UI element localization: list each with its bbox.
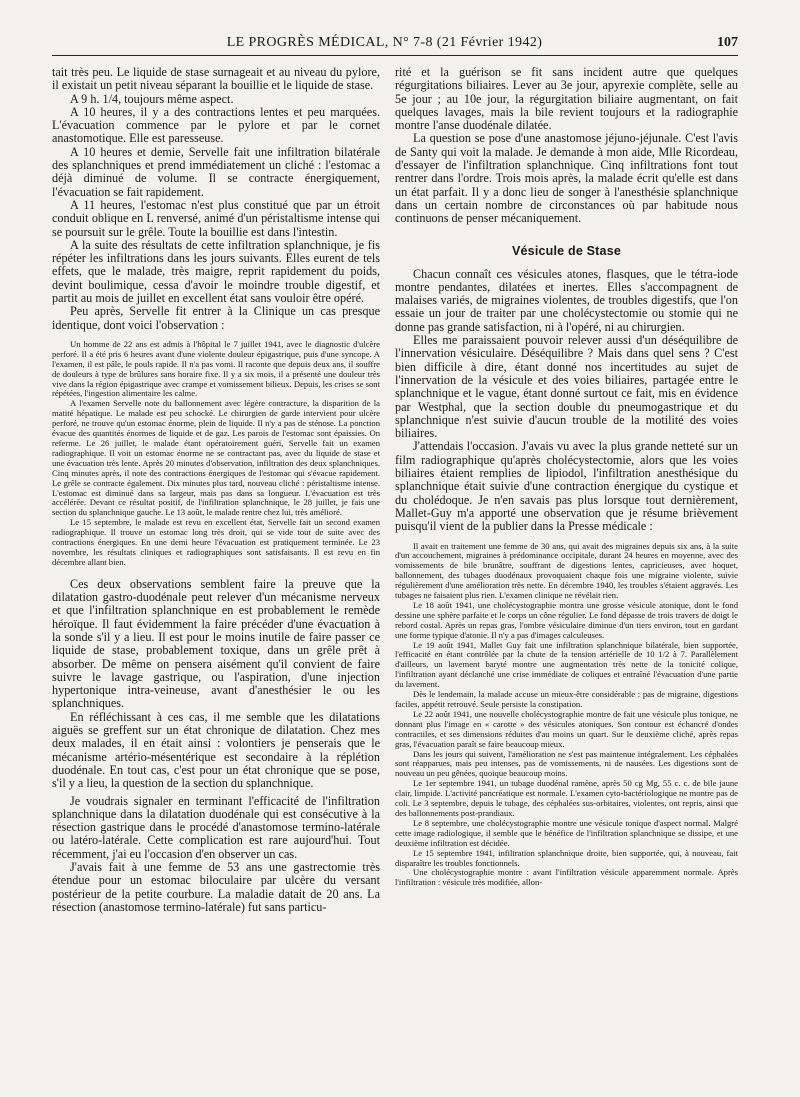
observation-paragraph: Le 1er septembre 1941, un tubage duodénal ramène, après 50 cg Mg, 55 c. c. de bile jaune clair, limpide. L'activité pancréatique est normale. L'examen cyto-bactériologique ne montre pas de coli. Le 3 septembre, depuis le tubage, des céphalées sus-orbitaires, violentes, ont repris, ainsi que des ballonnements post-prandiaux. xyxy=(395,778,738,818)
paragraph: J'avais fait à une femme de 53 ans une gastrectomie très étendue pour un estomac biloculaire par ulcère du versant postérieur de la petite courbure. La maladie datait de 20 ans. La résection (anastomose termino-latérale) fut sans particu- xyxy=(52,860,380,914)
paragraph: Je voudrais signaler en terminant l'efficacité de l'infiltration splanchnique dans la dilatation duodénale qui est consécutive à la résection gastrique dans le procédé d'anastomose termino-latérale ou latéro-latérale. Cette complication est rare aujourd'hui. Tout récemment, j'ai eu l'occasion d'en observer un cas. xyxy=(52,793,380,861)
observation-paragraph: Le 15 septembre, le malade est revu en excellent état, Servelle fait un second examen radiographique. Il trouve un estomac long très droit, qui se vide tout de suite avec des contractions énergiques. En une demi heure l'évacuation est pratiquement terminée. Le 23 novembre, les résultats cliniques et radiographiques sont satisfaisants. Il est revu en fin décembre allant bien. xyxy=(52,517,380,567)
paragraph: tait très peu. Le liquide de stase surnageait et au niveau du pylore, il existait un petit niveau séparant la bouillie et le liquide de stase. xyxy=(52,65,380,93)
observation-paragraph: Dans les jours qui suivent, l'amélioration ne s'est pas maintenue intégralement. Les céphalées sont réapparues, mais peu intenses, pas de vomissements, ni de nausées. Les digestions sont de nouveau un peu gênées, quoique beaucoup moins. xyxy=(395,748,738,779)
paragraph: La question se pose d'une anastomose jéjuno-jéjunale. C'est l'avis de Santy qui voit la malade. Je demande à mon aide, Mlle Ricordeau, d'essayer de l'infiltration splanchnique. Cinq infiltrations font tout rentrer dans l'ordre. Trois mois après, la malade écrit qu'elle est dans un état parfait. Il y a donc lieu de songer à l'anesthésie splanchnique dans un certain nombre de circonstances où par habitude nous continuons de penser mécaniquement. xyxy=(395,131,738,226)
paragraph: Chacun connaît ces vésicules atones, flasques, que le tétra-iode montre pendantes, dilatées et inertes. Elles s'accompagnent de malaises variés, de migraines violentes, de troubles digestifs, que l'on essaie un jour de traiter par une cholécystectomie ou stomie qui ne donne pas grande satisfaction, ni à l'opéré, ni au chirurgien. xyxy=(395,266,738,334)
left-column xyxy=(52,66,380,914)
observation-paragraph: Un homme de 22 ans est admis à l'hôpital le 7 juillet 1941, avec le diagnostic d'ulcère perforé. Il a été pris 6 heures avant d'une violente douleur épigastrique, puis d'une syncope. A l'examen, il est pâle, le pouls rapide. Il n'a pas vomi. Il raconte que depuis deux ans, il souffre de douleurs à type de brûlures sans horaire fixe. Il y a six mois, il a présenté une douleur très vive dans la région épigastrique avec crampe et vomissement bilieux. Depuis, les crises se sont répétées, l'ingestion alimentaire les calme. xyxy=(52,338,380,399)
observation-paragraph: Il avait en traitement une femme de 30 ans, qui avait des migraines depuis six ans, à la suite d'un accouchement, migraines à prédominance occipitale, durant 24 heures en moyenne, avec des vomissements de bile brunâtre, souffrant de digestions lentes, capricieuses, avec hoquet, ballonnement, des tubages duodénaux provoquaient chaque fois une migraine violente, suivie régulièrement d'une amélioration très nette. En décembre 1940, les troubles s'étaient aggravés. Les tubages ne faisaient plus rien. L'examen clinique ne révélait rien. xyxy=(395,540,738,601)
paragraph: En réfléchissant à ces cas, il me semble que les dilatations aiguës se greffent sur un état chronique de dilatation. Chez mes deux malades, il en était ainsi : volontiers je penserais que le mécanisme artério-mésentérique est secondaire à la réplétion duodénale. En tout cas, c'est pour un état chronique que se pose, s'il y a lieu, la question de la section du splanchnique. xyxy=(52,709,380,791)
observation-paragraph: A l'examen Servelle note du ballonnement avec légère contracture, la disparition de la matité hépatique. Le malade est peu schocké. Le chirurgien de garde intervient pour ulcère perforé, ne trouve qu'un estomac énorme, plein de liquide. Il n'y a pas de sténose. La ponction évacue des quantités énormes de liquide et de gaz. Les parois de l'estomac sont épaissies. On referme. Le 26 juillet, le malade étant opératoirement guéri, Servelle fait un examen radiographique. Il voit un estomac énorme ne se contractant pas, avec du liquide de stase et une évacuation très lente. Après 20 minutes d'observation, infiltration des deux splanchniques. Cinq minutes après, il note des contractions énergiques de l'estomac qui s'évacue rapidement. Le grêle se contracte également. Dix minutes plus tard, nouveau cliché : péristaltisme intense. L'estomac est diminué dans sa largeur, mais pas dans sa longueur. L'évacuation est très accélérée. Devant ce résultat positif, de l'infiltration splanchnique, le 28 juillet, je fais une section du splanchnique gauche. Le 13 août, le malade rentre chez lui, très amélioré. xyxy=(52,398,380,518)
paragraph: Peu après, Servelle fit entrer à la Clinique un cas presque identique, dont voici l'observation : xyxy=(52,304,380,332)
observation-paragraph: Le 18 août 1941, une cholécystographie montra une grosse vésicule atonique, dont le fond dessine une sphère parfaite et le corps un cône régulier. Le fond dépasse de trois travers de doigt le rebord costal. Après un repas gras, l'ombre vésiculaire diminue d'un tiers environ, tout en gardant une forme typique d'atonie. Il n'y a pas d'images calculeuses. xyxy=(395,599,738,640)
observation-paragraph: Dès le lendemain, la malade accuse un mieux-être considérable : pas de migraine, digestions faciles, appétit retrouvé. Seule persiste la constipation. xyxy=(395,689,738,709)
paragraph: A la suite des résultats de cette infiltration splanchnique, je fis répéter les infiltrations dans les jours suivants. Elles eurent de tels effets, que le malade, très maigre, reprit rapidement du poids, devint boulimique, cessa d'avoir le moindre trouble digestif, et partit au mois de juillet en excellent état sans vouloir être opéré. xyxy=(52,237,380,306)
journal-title: LE PROGRÈS MÉDICAL, N° 7-8 (21 Février 1942) xyxy=(226,35,543,50)
page-header xyxy=(52,28,738,56)
paragraph: J'attendais l'occasion. J'avais vu avec la plus grande netteté sur un film radiographique qu'après cholécystectomie, alors que les voies biliaires étaient remplies de lipiodol, l'infiltration anesthésique du splanchnique était suivie d'une contraction énergique du cystique et du cholédoque. Je n'en savais pas plus lorsque tout dernièrement, Mallet-Guy m'a apporté une observation que je résume brièvement puisqu'il vient de la publier dans la Presse médicale : xyxy=(395,439,738,534)
observation-paragraph: Le 22 août 1941, une nouvelle cholécystographie montre de fait une vésicule plus tonique, ne donnant plus l'image en « carotte » des vésicules atoniques. Son contour est échancré d'ondes contractiles, et ses dimensions réduites d'au moins un quart. Sur le deuxième cliché, après repas gras, l'évacuation paraît se faire beaucoup mieux. xyxy=(395,708,738,749)
page-number: 107 xyxy=(717,35,738,50)
paragraph: A 10 heures, il y a des contractions lentes et peu marquées. L'évacuation commence par le pylore et par le cornet anastomotique. Elle est paresseuse. xyxy=(52,104,380,146)
paragraph: A 10 heures et demie, Servelle fait une infiltration bilatérale des splanchniques et prend immédiatement un cliché : l'estomac a déjà diminué de volume. Il se contracte énergiquement, l'évacuation se fait rapidement. xyxy=(52,144,380,199)
paragraph: A 11 heures, l'estomac n'est plus constitué que par un étroit conduit oblique en L renversé, animé d'un péristaltisme intense qui se poursuit sur le grêle. Toute la bouillie est dans l'intestin. xyxy=(52,197,380,239)
observation-paragraph: Le 19 août 1941, Mallet Guy fait une infiltration splanchnique bilatérale, bien supportée, l'efficacité en étant contrôlée par la chute de la tension artérielle de 10 1/2 à 7. Parallèlement d'ailleurs, un lavement baryté montre une augmentation très nette de la tonicité colique, l'infiltration ayant déclanché une crise immédiate de coliques et entraîné l'évacuation d'une partie du lavement. xyxy=(395,639,738,690)
observation-paragraph: Une cholécystographie montre : avant l'infiltration vésicule apparemment normale. Après l'infiltration : vésicule très modifiée, allon- xyxy=(395,867,738,888)
paragraph: Ces deux observations semblent faire la preuve que la dilatation gastro-duodénale peut relever d'un mécanisme nerveux et que l'infiltration splanchnique en est probablement le remède héroïque. Il faut évidemment la faire précéder d'une évacuation à la sonde s'il y a lieu. Il est pour le moins inutile de faire passer ce liquide de stase, probablement toxique, dans un grêle prêt à absorber. De même on pensera aisément qu'il convient de faire suivre le lavage gastrique, ou l'aspiration, d'une injection hypertonique intra-veineuse, avant d'anesthésier le ou les splanchniques. xyxy=(52,576,380,711)
observation-paragraph: Le 8 septembre, une cholécystographie montre une vésicule tonique d'aspect normal. Malgré cette image radiologique, il semble que le bénéfice de l'infiltration splanchnique se dissipe, et une deuxième infiltration est décidée. xyxy=(395,817,738,848)
observation-paragraph: Le 15 septembre 1941, infiltration splanchnique droite, bien supportée, qui, à nouveau, fait disparaître les troubles fonctionnels. xyxy=(395,847,738,868)
paragraph: Elles me paraissaient pouvoir relever aussi d'un déséquilibre de l'innervation vésiculaire. Déséquilibre ? Mais dans quel sens ? C'est bien difficile à dire, étant donné nos incertitudes au sujet de l'innervation de la vésicule et des voies biliaires, partagée entre le splanchnique et le vague, étant donné surtout ce fait, mis en évidence par Westphal, que la section double du pneumogastrique et du splanchnique n'est suivie d'aucun trouble de la motilité des voies biliaires. xyxy=(395,333,738,441)
right-column xyxy=(395,66,738,888)
section-heading: Vésicule de Stase xyxy=(511,243,621,258)
paragraph: A 9 h. 1/4, toujours même aspect. xyxy=(70,91,234,106)
paragraph: rité et la guérison se fit sans incident autre que quelques régurgitations biliaires. Lever au 3e jour, apyrexie complète, selle au 5e jour ; au 10e jour, la régurgitation biliaire augmentant, on fait quelques lavages, mais la bile revient toujours et la radiographie montre l'anse duodénale dilatée. xyxy=(395,65,738,133)
